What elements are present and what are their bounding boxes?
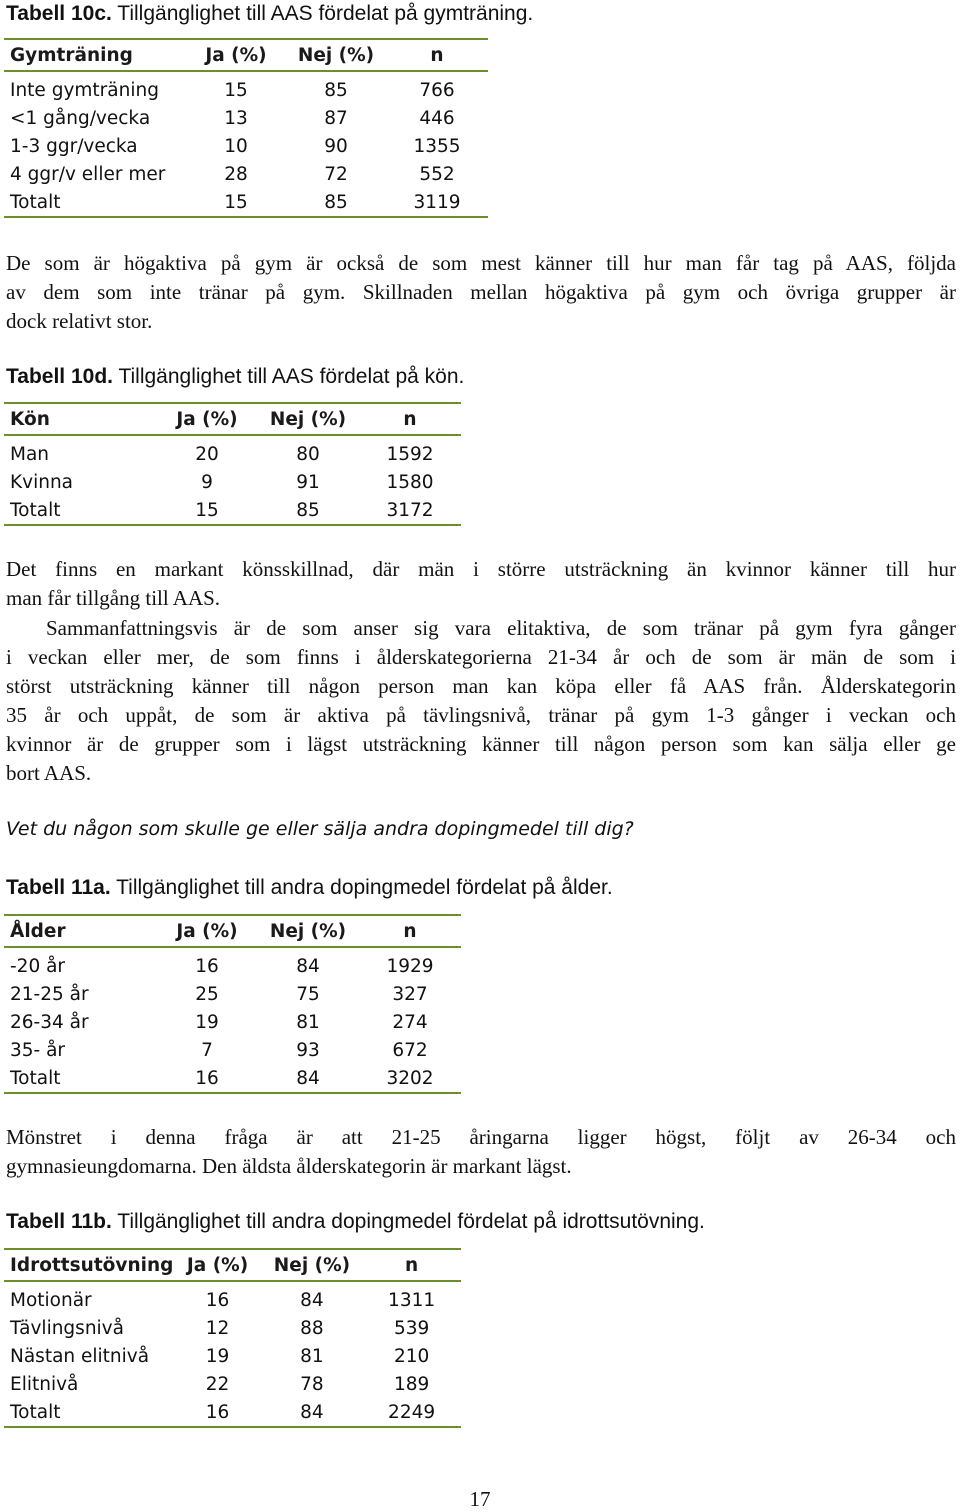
cell-ja: 16 xyxy=(173,1398,261,1427)
row-label: 21-25 år xyxy=(10,983,89,1005)
column-header: Ja (%) xyxy=(176,408,238,430)
cell-ja: 28 xyxy=(224,163,248,185)
cell-nej: 85 xyxy=(257,496,359,525)
row-label: Kvinna xyxy=(10,471,74,493)
cell-nej: 93 xyxy=(296,1039,320,1061)
cell-n: 539 xyxy=(393,1317,430,1339)
cell-nej: 91 xyxy=(296,471,320,493)
table-header-row xyxy=(4,1249,461,1281)
cell-ja: 7 xyxy=(201,1039,213,1061)
paragraph-age xyxy=(6,1123,956,1181)
paragraph-line: man får tillgång till AAS. xyxy=(6,586,221,610)
cell-nej: 84 xyxy=(257,1064,359,1093)
cell-ja: 9 xyxy=(201,471,213,493)
cell-n: 552 xyxy=(419,163,455,185)
row-label: Tävlingsnivå xyxy=(10,1317,124,1339)
column-header: Gymträning xyxy=(10,44,133,66)
cell-nej: 75 xyxy=(296,983,320,1005)
row-label: 26-34 år xyxy=(10,1011,89,1033)
cell-nej: 72 xyxy=(324,163,348,185)
row-label: 35- år xyxy=(10,1039,66,1061)
table-10c xyxy=(4,38,488,218)
column-header: Ja (%) xyxy=(176,920,238,942)
paragraph-line: Mönstret i denna fråga är att 21-25 åringarna ligger högst, följt av 26-34 och xyxy=(6,1125,956,1149)
cell-n: 1355 xyxy=(413,135,461,157)
table-row xyxy=(4,1314,461,1342)
cell-ja: 19 xyxy=(195,1011,219,1033)
table-header-row xyxy=(4,915,461,947)
cell-n: 3119 xyxy=(386,188,488,217)
table-row xyxy=(4,132,488,160)
cell-nej: 80 xyxy=(296,443,320,465)
cell-n: 1311 xyxy=(388,1289,436,1311)
row-label: Man xyxy=(10,443,50,465)
table-11b-caption: Tabell 11b. Tillgänglighet till andra dopingmedel fördelat på idrottsutövning. xyxy=(6,1210,705,1233)
cell-ja: 16 xyxy=(157,1064,257,1093)
cell-ja: 13 xyxy=(224,107,248,129)
table-header-row xyxy=(4,39,488,71)
paragraph-line: Sammanfattningsvis är de som anser sig vara elitaktiva, de som tränar på gym fyra gånger xyxy=(46,616,956,640)
row-label: Totalt xyxy=(4,188,186,217)
table-row xyxy=(4,468,461,496)
paragraph-line: gymnasieungdomarna. Den äldsta ålderskategorin är markant lägst. xyxy=(6,1154,572,1178)
cell-nej: 88 xyxy=(300,1317,324,1339)
column-header: Kön xyxy=(10,408,50,430)
cell-n: 766 xyxy=(419,79,455,101)
column-header: n xyxy=(403,408,417,430)
cell-n: 672 xyxy=(392,1039,428,1061)
table-11b xyxy=(4,1248,461,1428)
paragraph-line: 35 år och uppåt, de som är aktiva på tävlingsnivå, tränar på gym 1-3 gånger i veckan och xyxy=(6,703,956,727)
cell-ja: 25 xyxy=(195,983,219,1005)
table-row xyxy=(4,71,488,104)
cell-ja: 10 xyxy=(224,135,248,157)
cell-n: 3172 xyxy=(359,496,461,525)
row-label: Totalt xyxy=(4,1398,173,1427)
cell-ja: 20 xyxy=(195,443,219,465)
row-label: <1 gång/vecka xyxy=(10,107,151,129)
row-label: Totalt xyxy=(4,496,157,525)
cell-nej: 81 xyxy=(296,1011,320,1033)
cell-ja: 16 xyxy=(205,1289,230,1311)
table-row xyxy=(4,947,461,980)
table-row xyxy=(4,160,488,188)
table-row xyxy=(4,1281,461,1314)
column-header: Nej (%) xyxy=(269,920,347,942)
cell-n: 2249 xyxy=(362,1398,461,1427)
cell-n: 1592 xyxy=(386,443,434,465)
table-row xyxy=(4,188,488,217)
paragraph-line: störst utsträckning känner till någon person man kan köpa eller få AAS från. Ålderskategorin xyxy=(6,674,956,698)
column-header: Nej (%) xyxy=(269,408,347,430)
question-heading: Vet du någon som skulle ge eller sälja andra dopingmedel till dig? xyxy=(6,818,634,840)
cell-n: 274 xyxy=(392,1011,428,1033)
paragraph-line: i veckan eller mer, de som finns i ålderskategorierna 21-34 år och de som är män de som i xyxy=(6,645,956,669)
paragraph-line: bort AAS. xyxy=(6,761,92,785)
cell-ja: 12 xyxy=(205,1317,230,1339)
cell-nej: 85 xyxy=(324,79,348,101)
page-number: 17 xyxy=(469,1487,491,1511)
cell-nej: 81 xyxy=(300,1345,324,1367)
cell-ja: 19 xyxy=(205,1345,230,1367)
cell-nej: 84 xyxy=(262,1398,363,1427)
row-label: Nästan elitnivå xyxy=(10,1345,150,1367)
table-row xyxy=(4,496,461,525)
table-row xyxy=(4,1064,461,1093)
cell-n: 3202 xyxy=(359,1064,461,1093)
table-header-row xyxy=(4,403,461,435)
column-header: n xyxy=(403,920,417,942)
column-header: Nej (%) xyxy=(297,44,375,66)
cell-n: 1580 xyxy=(386,471,434,493)
cell-nej: 85 xyxy=(286,188,386,217)
column-header: Ålder xyxy=(10,920,66,942)
table-row xyxy=(4,1342,461,1370)
row-label: Motionär xyxy=(10,1289,92,1311)
paragraph-line: De som är högaktiva på gym är också de som mest känner till hur man får tag på AAS, följda xyxy=(6,251,956,275)
cell-ja: 22 xyxy=(205,1373,230,1395)
row-label: 1-3 ggr/vecka xyxy=(10,135,138,157)
cell-ja: 15 xyxy=(224,79,248,101)
paragraph-line: av dem som inte tränar på gym. Skillnaden mellan högaktiva på gym och övriga grupper är xyxy=(6,280,956,304)
table-row xyxy=(4,435,461,468)
column-header: n xyxy=(405,1254,419,1276)
cell-ja: 15 xyxy=(186,188,286,217)
paragraph-line: dock relativt stor. xyxy=(6,309,153,333)
row-label: Inte gymträning xyxy=(10,79,159,101)
table-row xyxy=(4,1008,461,1036)
table-row xyxy=(4,1036,461,1064)
cell-n: 327 xyxy=(392,983,428,1005)
cell-nej: 78 xyxy=(300,1373,324,1395)
cell-ja: 15 xyxy=(157,496,257,525)
paragraph-gender xyxy=(6,555,956,613)
paragraph-line: kvinnor är de grupper som i lägst utsträckning känner till någon person som kan sälja eller ge xyxy=(6,732,956,756)
table-row xyxy=(4,980,461,1008)
cell-ja: 16 xyxy=(195,955,219,977)
table-10c-caption: Tabell 10c. Tillgänglighet till AAS fördelat på gymträning. xyxy=(6,2,534,25)
column-header: Ja (%) xyxy=(186,1254,249,1276)
row-label: 4 ggr/v eller mer xyxy=(10,163,166,185)
column-header: n xyxy=(430,44,444,66)
table-10d xyxy=(4,402,461,526)
cell-nej: 87 xyxy=(324,107,348,129)
cell-nej: 90 xyxy=(324,135,348,157)
cell-nej: 84 xyxy=(300,1289,324,1311)
row-label: -20 år xyxy=(10,955,66,977)
cell-n: 189 xyxy=(393,1373,430,1395)
paragraph-line: Det finns en markant könsskillnad, där män i större utsträckning än kvinnor känner till hur xyxy=(6,557,956,581)
row-label: Elitnivå xyxy=(10,1373,79,1395)
table-row xyxy=(4,1370,461,1398)
paragraph-gym xyxy=(6,249,956,336)
cell-n: 1929 xyxy=(386,955,434,977)
cell-n: 446 xyxy=(419,107,455,129)
cell-n: 210 xyxy=(393,1345,430,1367)
table-10d-caption: Tabell 10d. Tillgänglighet till AAS fördelat på kön. xyxy=(6,365,465,388)
table-row xyxy=(4,1398,461,1427)
table-11a-caption: Tabell 11a. Tillgänglighet till andra dopingmedel fördelat på ålder. xyxy=(6,876,613,899)
table-11a xyxy=(4,914,461,1094)
column-header: Nej (%) xyxy=(273,1254,351,1276)
cell-nej: 84 xyxy=(296,955,320,977)
paragraph-summary xyxy=(6,614,956,788)
column-header: Idrottsutövning xyxy=(10,1254,174,1276)
column-header: Ja (%) xyxy=(205,44,267,66)
table-row xyxy=(4,104,488,132)
row-label: Totalt xyxy=(4,1064,157,1093)
